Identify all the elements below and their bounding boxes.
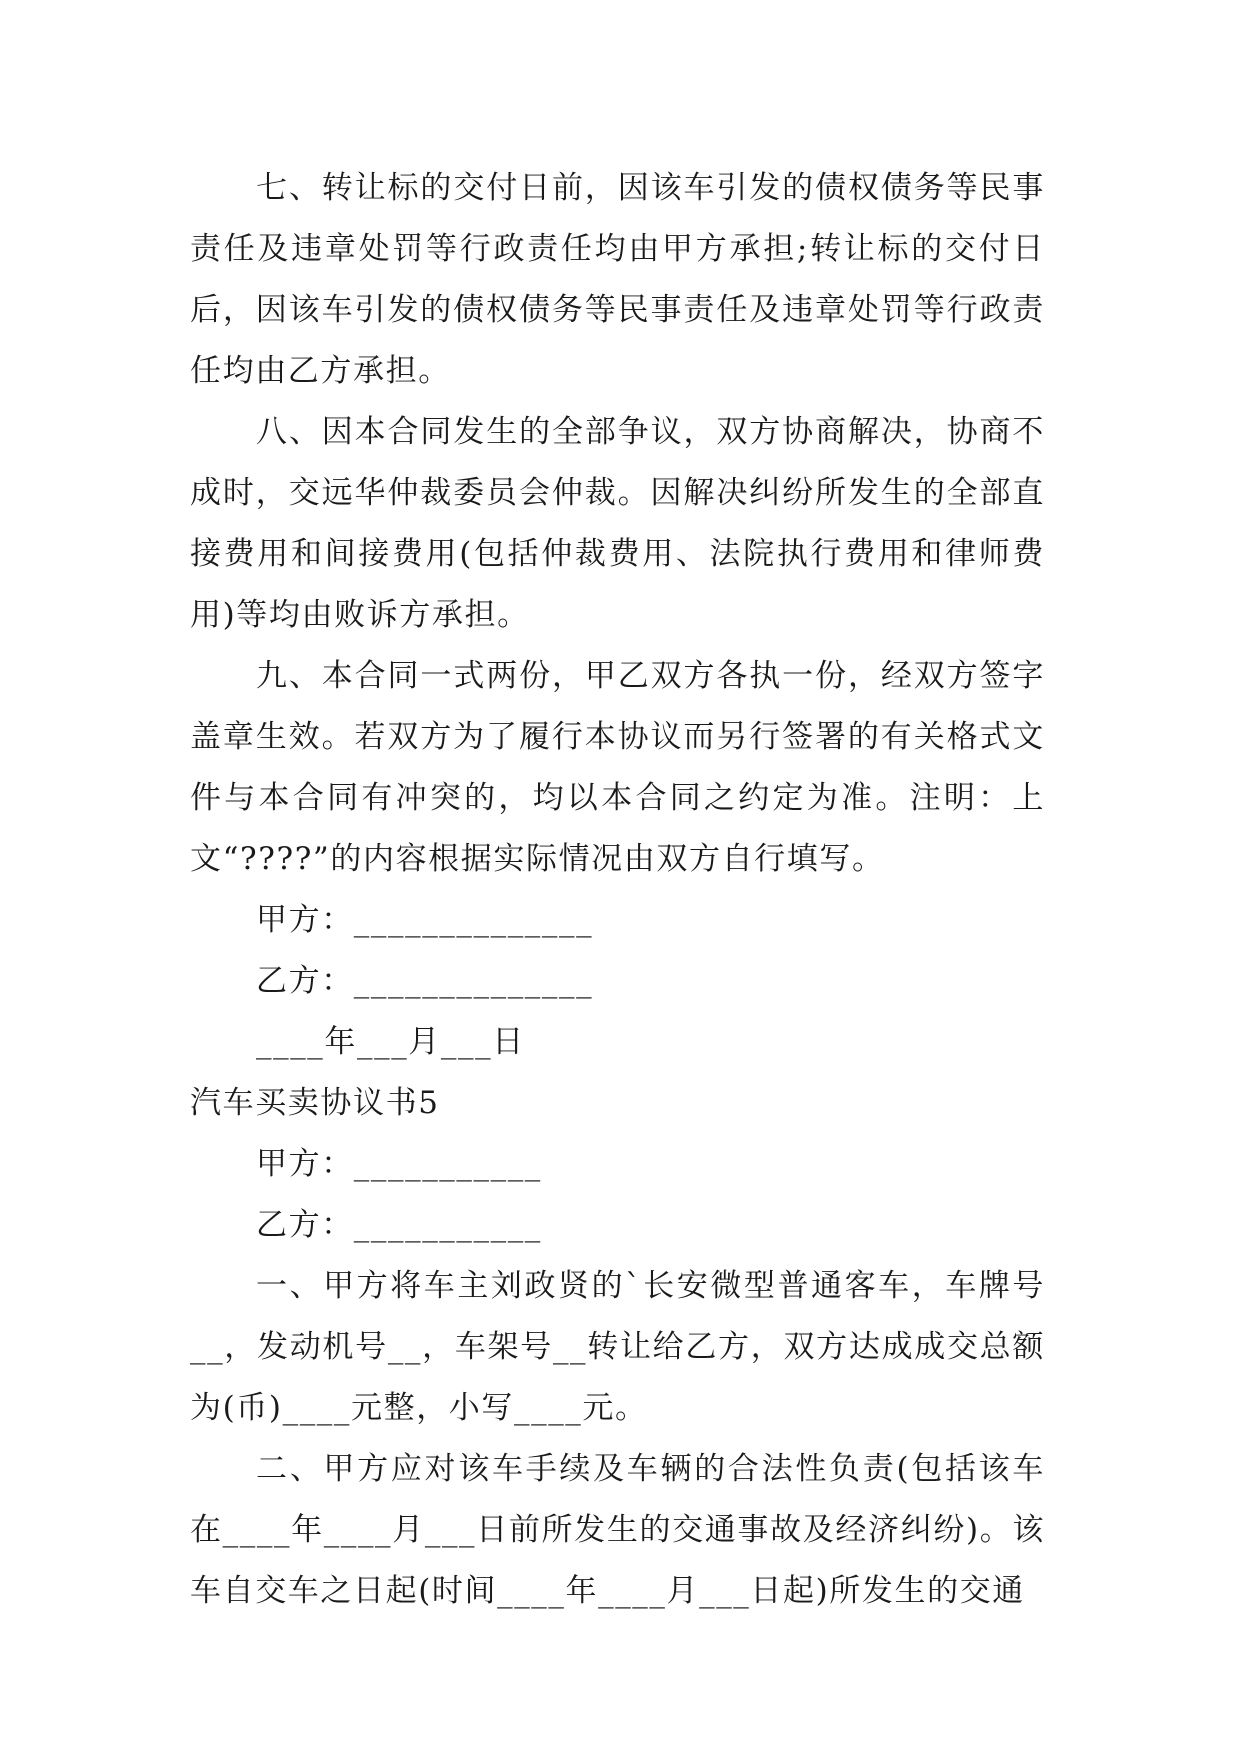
clause-7: 七、转让标的交付日前，因该车引发的债权债务等民事责任及违章处罚等行政责任均由甲方承担;转让标的交付日后，因该车引发的债权债务等民事责任及违章处罚等行政责任均由乙方承担。 [190, 170, 1045, 389]
party-b-field: 乙方：___________ [256, 1207, 542, 1243]
clause-1: 一、甲方将车主刘政贤的`长安微型普通客车，车牌号__，发动机号__，车架号__转让给乙方，双方达成成交总额为(币)____元整，小写____元。 [190, 1268, 1045, 1426]
document-body [190, 158, 1045, 1622]
signature-party-b: 乙方：______________ [256, 963, 594, 999]
clause-9: 九、本合同一式两份，甲乙双方各执一份，经双方签字盖章生效。若双方为了履行本协议而另行签署的有关格式文件与本合同有冲突的，均以本合同之约定为准。注明：上文“????”的内容根据实际情况由双方自行填写。 [190, 658, 1045, 877]
party-a-field: 甲方：___________ [256, 1146, 542, 1182]
clause-2: 二、甲方应对该车手续及车辆的合法性负责(包括该车在____年____月___日前所发生的交通事故及经济纠纷)。该车自交车之日起(时间____年____月___日起)所发生的交通 [190, 1451, 1045, 1609]
clause-8: 八、因本合同发生的全部争议，双方协商解决，协商不成时，交远华仲裁委员会仲裁。因解决纠纷所发生的全部直接费用和间接费用(包括仲裁费用、法院执行费用和律师费用)等均由败诉方承担。 [190, 414, 1045, 633]
signature-date: ____年___月___日 [256, 1024, 525, 1060]
section-title: 汽车买卖协议书5 [190, 1085, 440, 1121]
signature-party-a: 甲方：______________ [256, 902, 594, 938]
